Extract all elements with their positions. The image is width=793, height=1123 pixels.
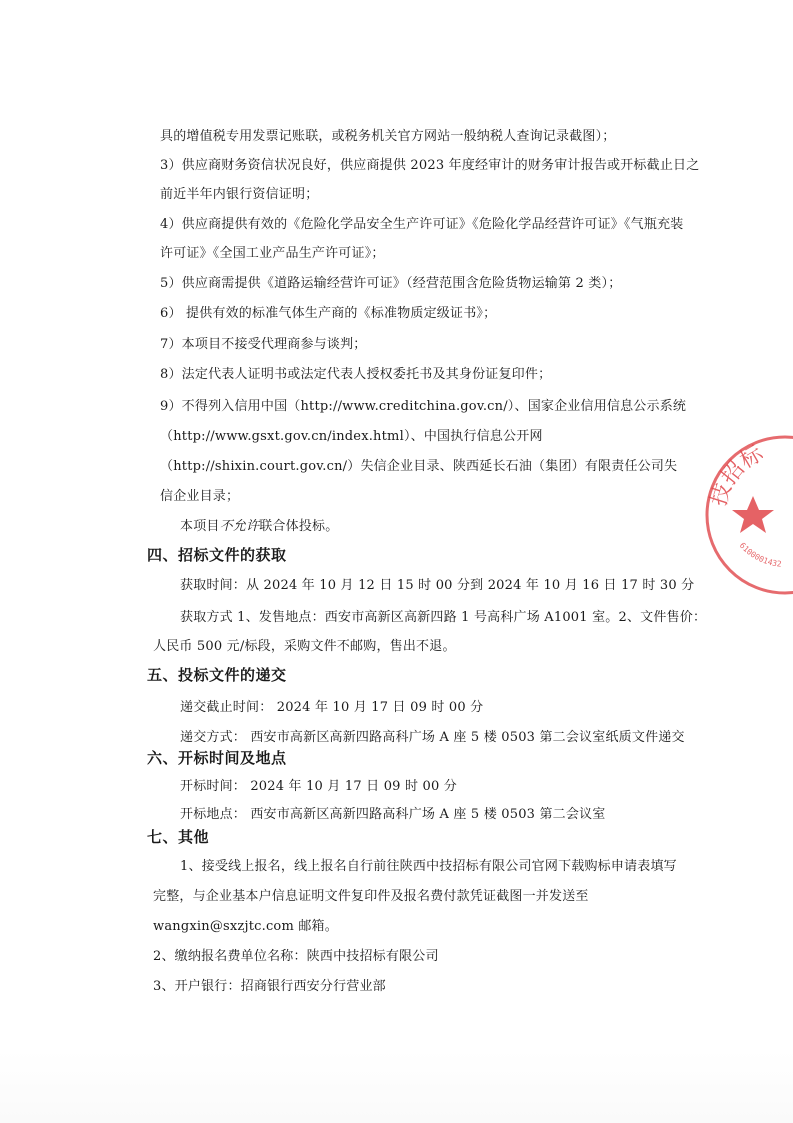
- other-item-3: 3、开户银行：招商银行西安分行营业部: [153, 979, 386, 994]
- acquisition-price: 人民币 500 元/标段，采购文件不邮购，售出不退。: [153, 639, 456, 654]
- text-line: 6） 提供有效的标准气体生产商的《标准物质定级证书》；: [160, 306, 497, 321]
- opening-time: 开标时间： 2024 年 10 月 17 日 09 时 00 分: [180, 779, 457, 794]
- submission-method: 递交方式： 西安市高新区高新四路高科广场 A 座 5 楼 0503 第二会议室纸质文件递交: [180, 730, 685, 745]
- section-heading-6: 六、开标时间及地点: [147, 749, 287, 767]
- consortium-suffix: 联合体投标。: [259, 519, 339, 534]
- text-line: 前近半年内银行资信证明；: [160, 187, 319, 202]
- contact-email: wangxin@sxzjtc.com 邮箱。: [153, 919, 338, 934]
- text-line: 5）供应商需提供《道路运输经营许可证》（经营范围含危险货物运输第 2 类）；: [160, 276, 622, 291]
- section-heading-5: 五、投标文件的递交: [147, 666, 287, 684]
- text-line: 9）不得列入信用中国（http://www.creditchina.gov.cn/）、国家企业信用信息公示系统: [160, 399, 687, 414]
- text-line: （http://shixin.court.gov.cn/）失信企业目录、陕西延长石油（集团）有限责任公司失: [160, 459, 678, 474]
- other-item-2: 2、缴纳报名费单位名称：陕西中技招标有限公司: [153, 949, 439, 964]
- consortium-prefix: 本项目: [180, 519, 220, 534]
- section-heading-4: 四、招标文件的获取: [147, 546, 287, 564]
- acquisition-time: 获取时间：从 2024 年 10 月 12 日 15 时 00 分到 2024 年 10 月 16 日 17 时 30 分: [180, 578, 695, 593]
- seal-star-icon: [732, 496, 774, 533]
- acquisition-method: 获取方式 1、发售地点：西安市高新区高新四路 1 号高科广场 A1001 室。2、文件售价：: [180, 610, 707, 625]
- text-line: 7）本项目不接受代理商参与谈判；: [160, 337, 367, 352]
- text-line: （http://www.gsxt.gov.cn/index.html）、中国执行信息公开网: [160, 429, 543, 444]
- opening-place: 开标地点： 西安市高新区高新四路高科广场 A 座 5 楼 0503 第二会议室: [180, 807, 606, 822]
- text-line: 4）供应商提供有效的《危险化学品安全生产许可证》《危险化学品经营许可证》《气瓶充装: [160, 217, 684, 232]
- text-line: 具的增值税专用发票记账联，或税务机关官方网站一般纳税人查询记录截图）；: [160, 129, 616, 144]
- text-line: 信企业目录；: [160, 489, 240, 504]
- consortium-emphasis: 不允许: [219, 519, 260, 534]
- scan-edge: [0, 1050, 793, 1123]
- text-line: 8）法定代表人证明书或法定代表人授权委托书及其身份证复印件；: [160, 367, 552, 382]
- section-heading-7: 七、其他: [147, 828, 210, 846]
- text-line: 3）供应商财务资信状况良好，供应商提供 2023 年度经审计的财务审计报告或开标截止日之: [160, 158, 700, 173]
- company-seal: [700, 430, 793, 600]
- consortium-line: [180, 518, 338, 535]
- seal-text: 技招标: [706, 441, 768, 510]
- text-line: 许可证》《全国工业产品生产许可证》；: [160, 246, 385, 261]
- seal-number: 6100001432: [737, 540, 783, 569]
- other-item-1: 1、接受线上报名，线上报名自行前往陕西中技招标有限公司官网下载购标申请表填写: [180, 859, 677, 874]
- submission-deadline: 递交截止时间： 2024 年 10 月 17 日 09 时 00 分: [180, 700, 484, 715]
- other-item-1-cont: 完整，与企业基本户信息证明文件复印件及报名费付款凭证截图一并发送至: [153, 889, 589, 904]
